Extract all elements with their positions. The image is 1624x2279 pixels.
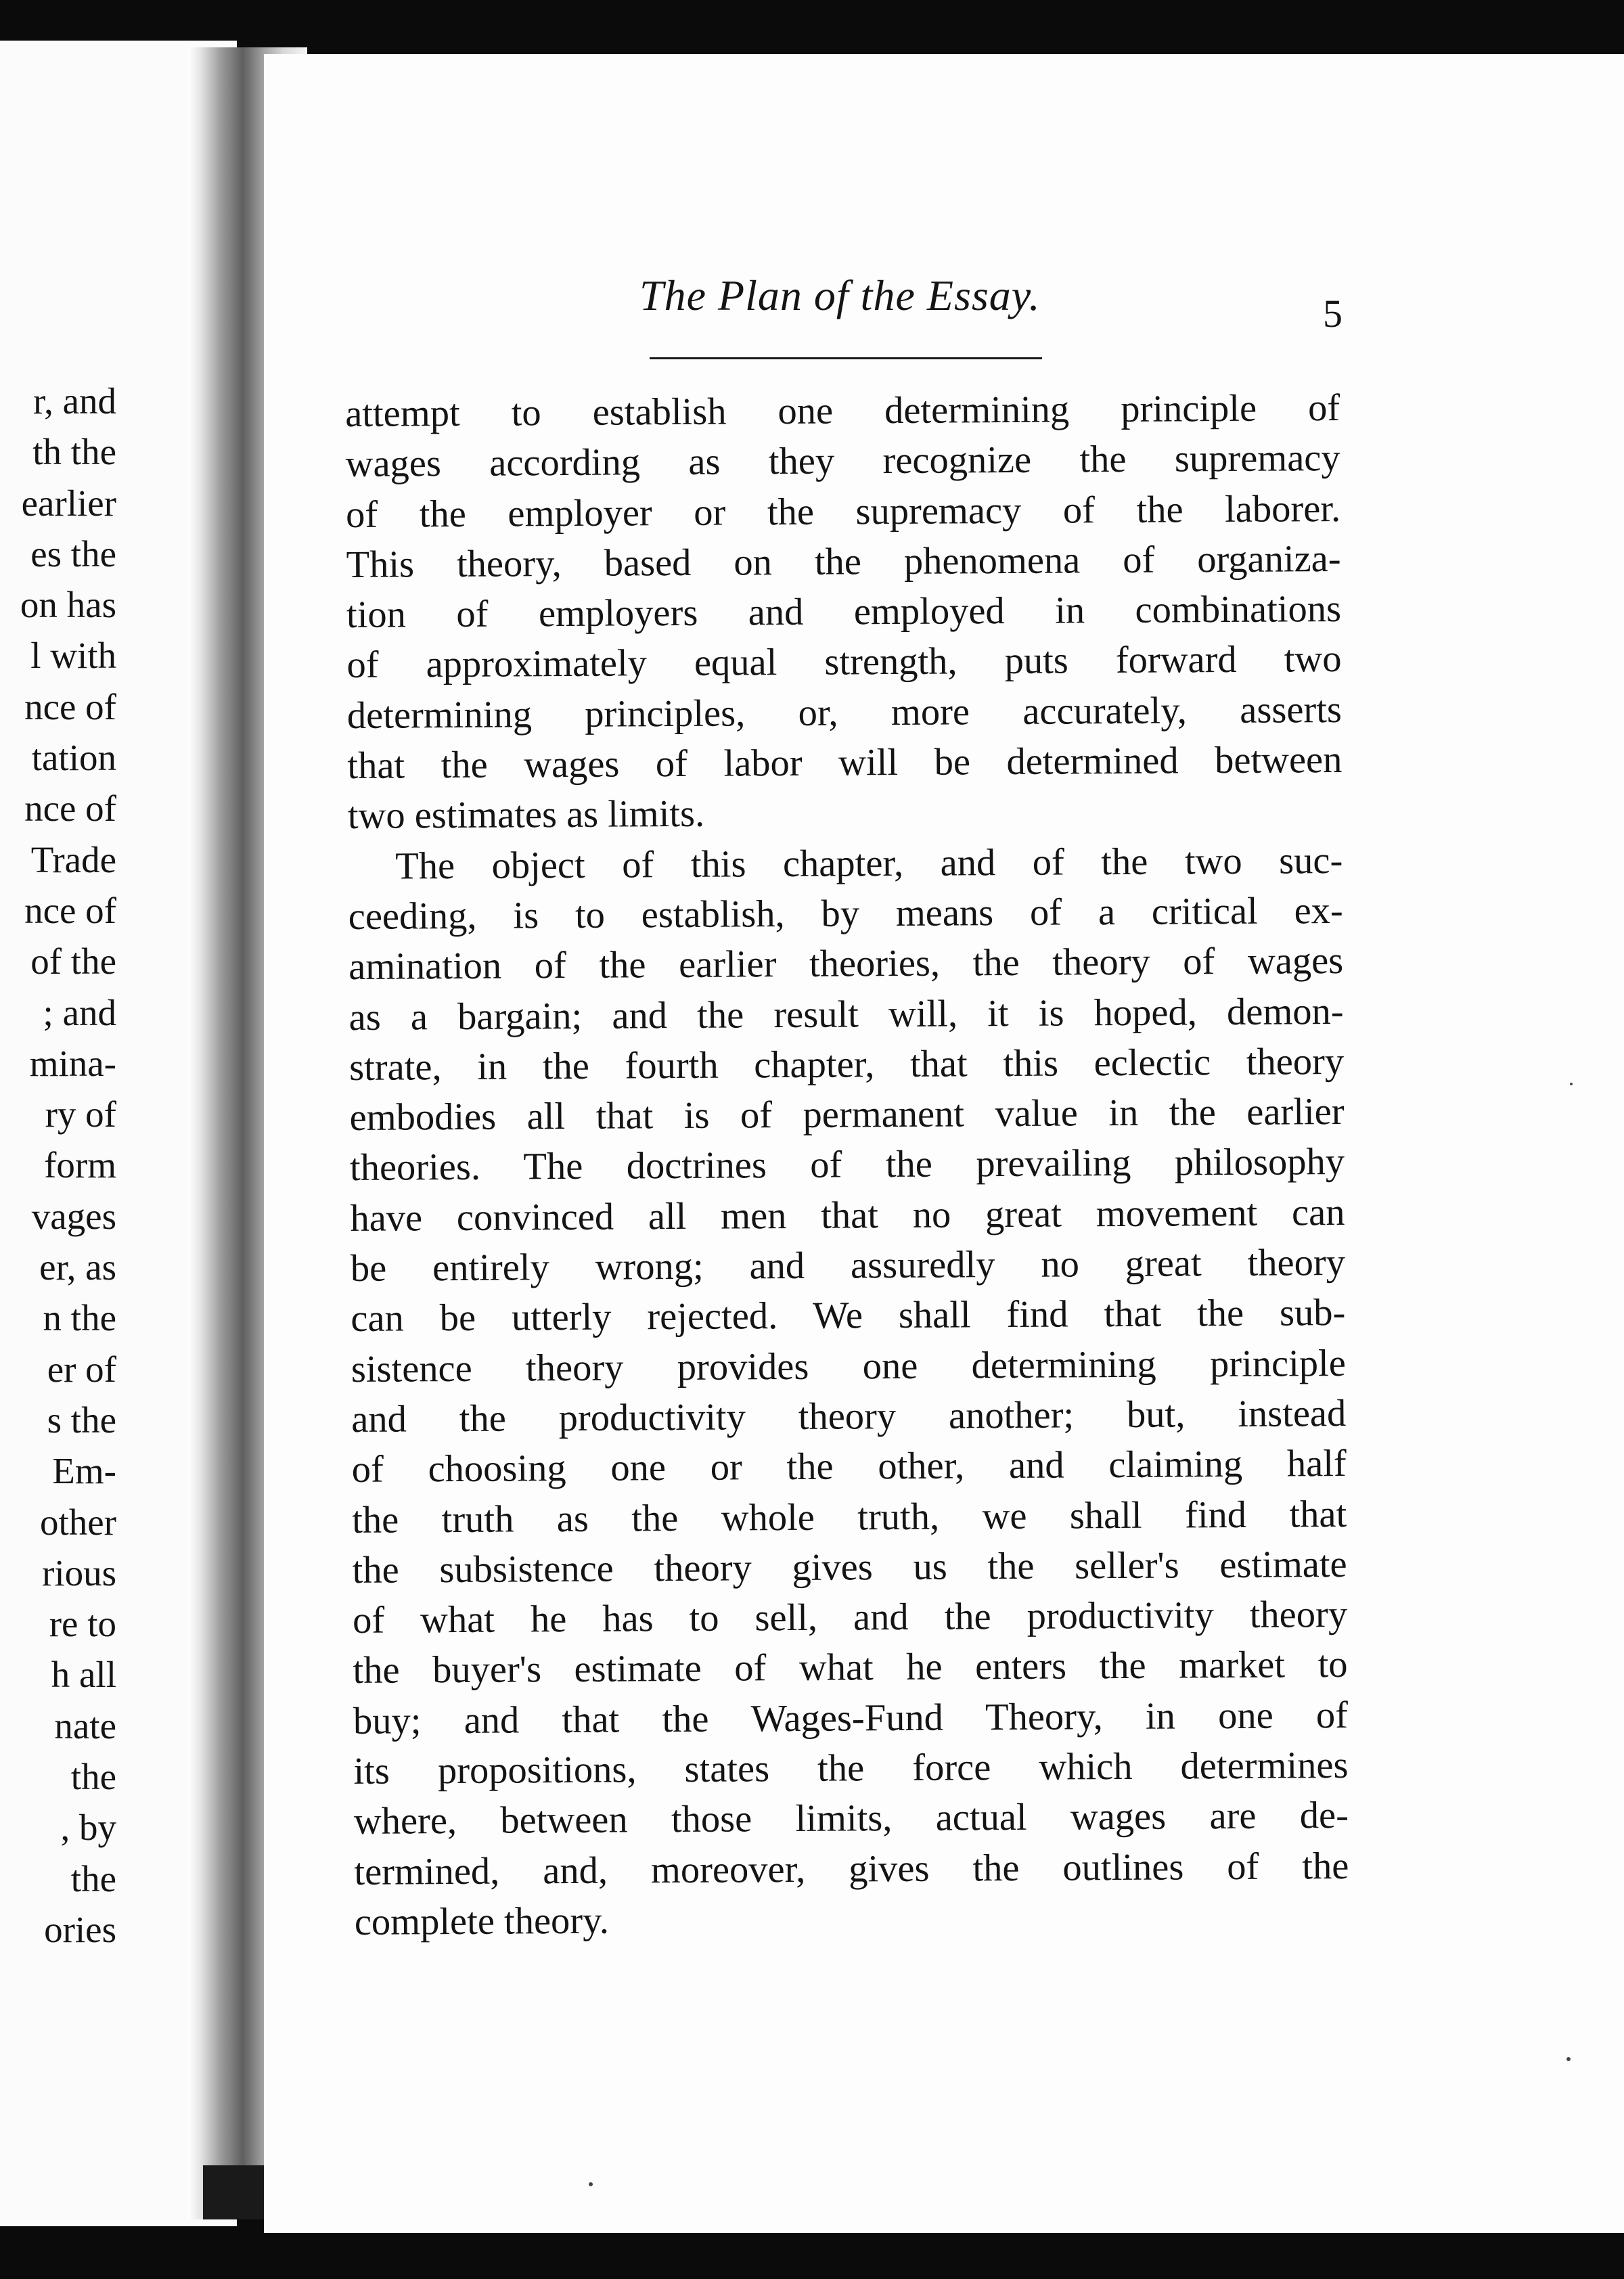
left-page-line: the — [70, 1756, 116, 1798]
scan-speck — [1570, 1083, 1573, 1085]
left-page-line: ry of — [45, 1093, 116, 1135]
body-line: be entirely wrong; and assuredly no great theory — [350, 1242, 1346, 1290]
body-line: complete theory. — [354, 1899, 610, 1943]
body-line: the buyer's estimate of what he enters the market to — [353, 1644, 1348, 1692]
body-line: buy; and that the Wages-Fund Theory, in one of — [353, 1694, 1349, 1742]
body-line: of the employer or the supremacy of the laborer. — [345, 487, 1341, 536]
body-line: have convinced all men that no great movement can — [350, 1191, 1345, 1240]
left-page-line: r, and — [32, 380, 116, 422]
body-line: of choosing one or the other, and claiming half — [351, 1443, 1347, 1491]
body-line: the subsistence theory gives us the seller's estimate — [352, 1543, 1347, 1592]
left-page-line: er, as — [39, 1246, 116, 1288]
left-page-text — [0, 376, 116, 1955]
left-page-line: form — [44, 1144, 116, 1186]
body-line: can be utterly rejected. We shall find that the sub- — [351, 1292, 1346, 1340]
left-page-line: h all — [51, 1654, 116, 1696]
body-text — [345, 383, 1349, 1947]
body-line: wages according as they recognize the supremacy — [345, 437, 1340, 486]
body-line: strate, in the fourth chapter, that this eclectic theory — [348, 1040, 1345, 1089]
left-page-line: ories — [44, 1908, 116, 1950]
body-line: where, between those limits, actual wages are de- — [353, 1795, 1349, 1843]
left-page-line: nce of — [24, 685, 116, 727]
body-line: of what he has to sell, and the productivity theory — [352, 1594, 1348, 1642]
body-line: theories. The doctrines of the prevailing philosophy — [349, 1141, 1345, 1190]
running-head: The Plan of the Essay. — [639, 271, 1041, 319]
scan-speck — [1566, 2057, 1571, 2061]
running-head-rule — [650, 357, 1042, 359]
body-line: attempt to establish one determining principle of — [345, 387, 1340, 435]
left-page-line: rious — [42, 1552, 116, 1594]
left-page-line: of the — [30, 941, 116, 983]
left-page-line: re to — [49, 1603, 116, 1645]
left-page-line: s the — [47, 1399, 116, 1441]
body-line: as a bargain; and the result will, it is hoped, demon- — [348, 990, 1344, 1039]
left-page-line: other — [39, 1501, 116, 1543]
body-line: the truth as the whole truth, we shall find that — [352, 1493, 1347, 1541]
left-page-line: er of — [47, 1348, 116, 1390]
body-line: The object of this chapter, and of the two suc- — [395, 839, 1343, 888]
body-line: determining principles, or, more accurately, asserts — [346, 688, 1343, 737]
left-page-line: th the — [32, 431, 116, 473]
left-page-line: vages — [31, 1195, 116, 1237]
body-line: ceeding, is to establish, by means of a critical ex- — [348, 889, 1343, 938]
left-page-line: nce of — [24, 788, 116, 830]
left-page-line: ; and — [43, 991, 116, 1033]
left-page-line: mina- — [29, 1042, 116, 1084]
scan-speck — [589, 2182, 593, 2186]
left-page-line: es the — [30, 533, 116, 574]
left-page-line: nate — [54, 1705, 116, 1746]
body-line: termined, and, moreover, gives the outlines of the — [354, 1845, 1349, 1893]
left-page-line: n the — [43, 1297, 116, 1339]
left-page-line: l with — [30, 635, 116, 677]
left-page-line: Trade — [30, 838, 116, 880]
body-line: amination of the earlier theories, the theory of wages — [348, 940, 1344, 989]
left-page-line: Em- — [52, 1450, 116, 1492]
left-page-line: the — [70, 1857, 116, 1899]
body-line: sistence theory provides one determining principle — [351, 1342, 1347, 1391]
body-line: two estimates as limits. — [347, 793, 705, 838]
left-page-line: on has — [20, 584, 116, 626]
left-page-line: tation — [31, 737, 116, 779]
left-page-line: nce of — [24, 889, 116, 931]
left-page-line: earlier — [21, 482, 116, 524]
page-number: 5 — [1323, 292, 1343, 336]
body-line: embodies all that is of permanent value in the earlier — [349, 1091, 1345, 1140]
body-line: its propositions, states the force which determines — [353, 1744, 1349, 1792]
body-line: This theory, based on the phenomena of organiza- — [346, 537, 1341, 586]
left-page-line: , by — [60, 1807, 116, 1849]
body-line: of approximately equal strength, puts forward two — [346, 638, 1342, 687]
body-line: tion of employers and employed in combinations — [346, 588, 1342, 637]
body-line: and the productivity theory another; but, instead — [351, 1392, 1347, 1441]
body-line: that the wages of labor will be determined between — [347, 739, 1343, 788]
